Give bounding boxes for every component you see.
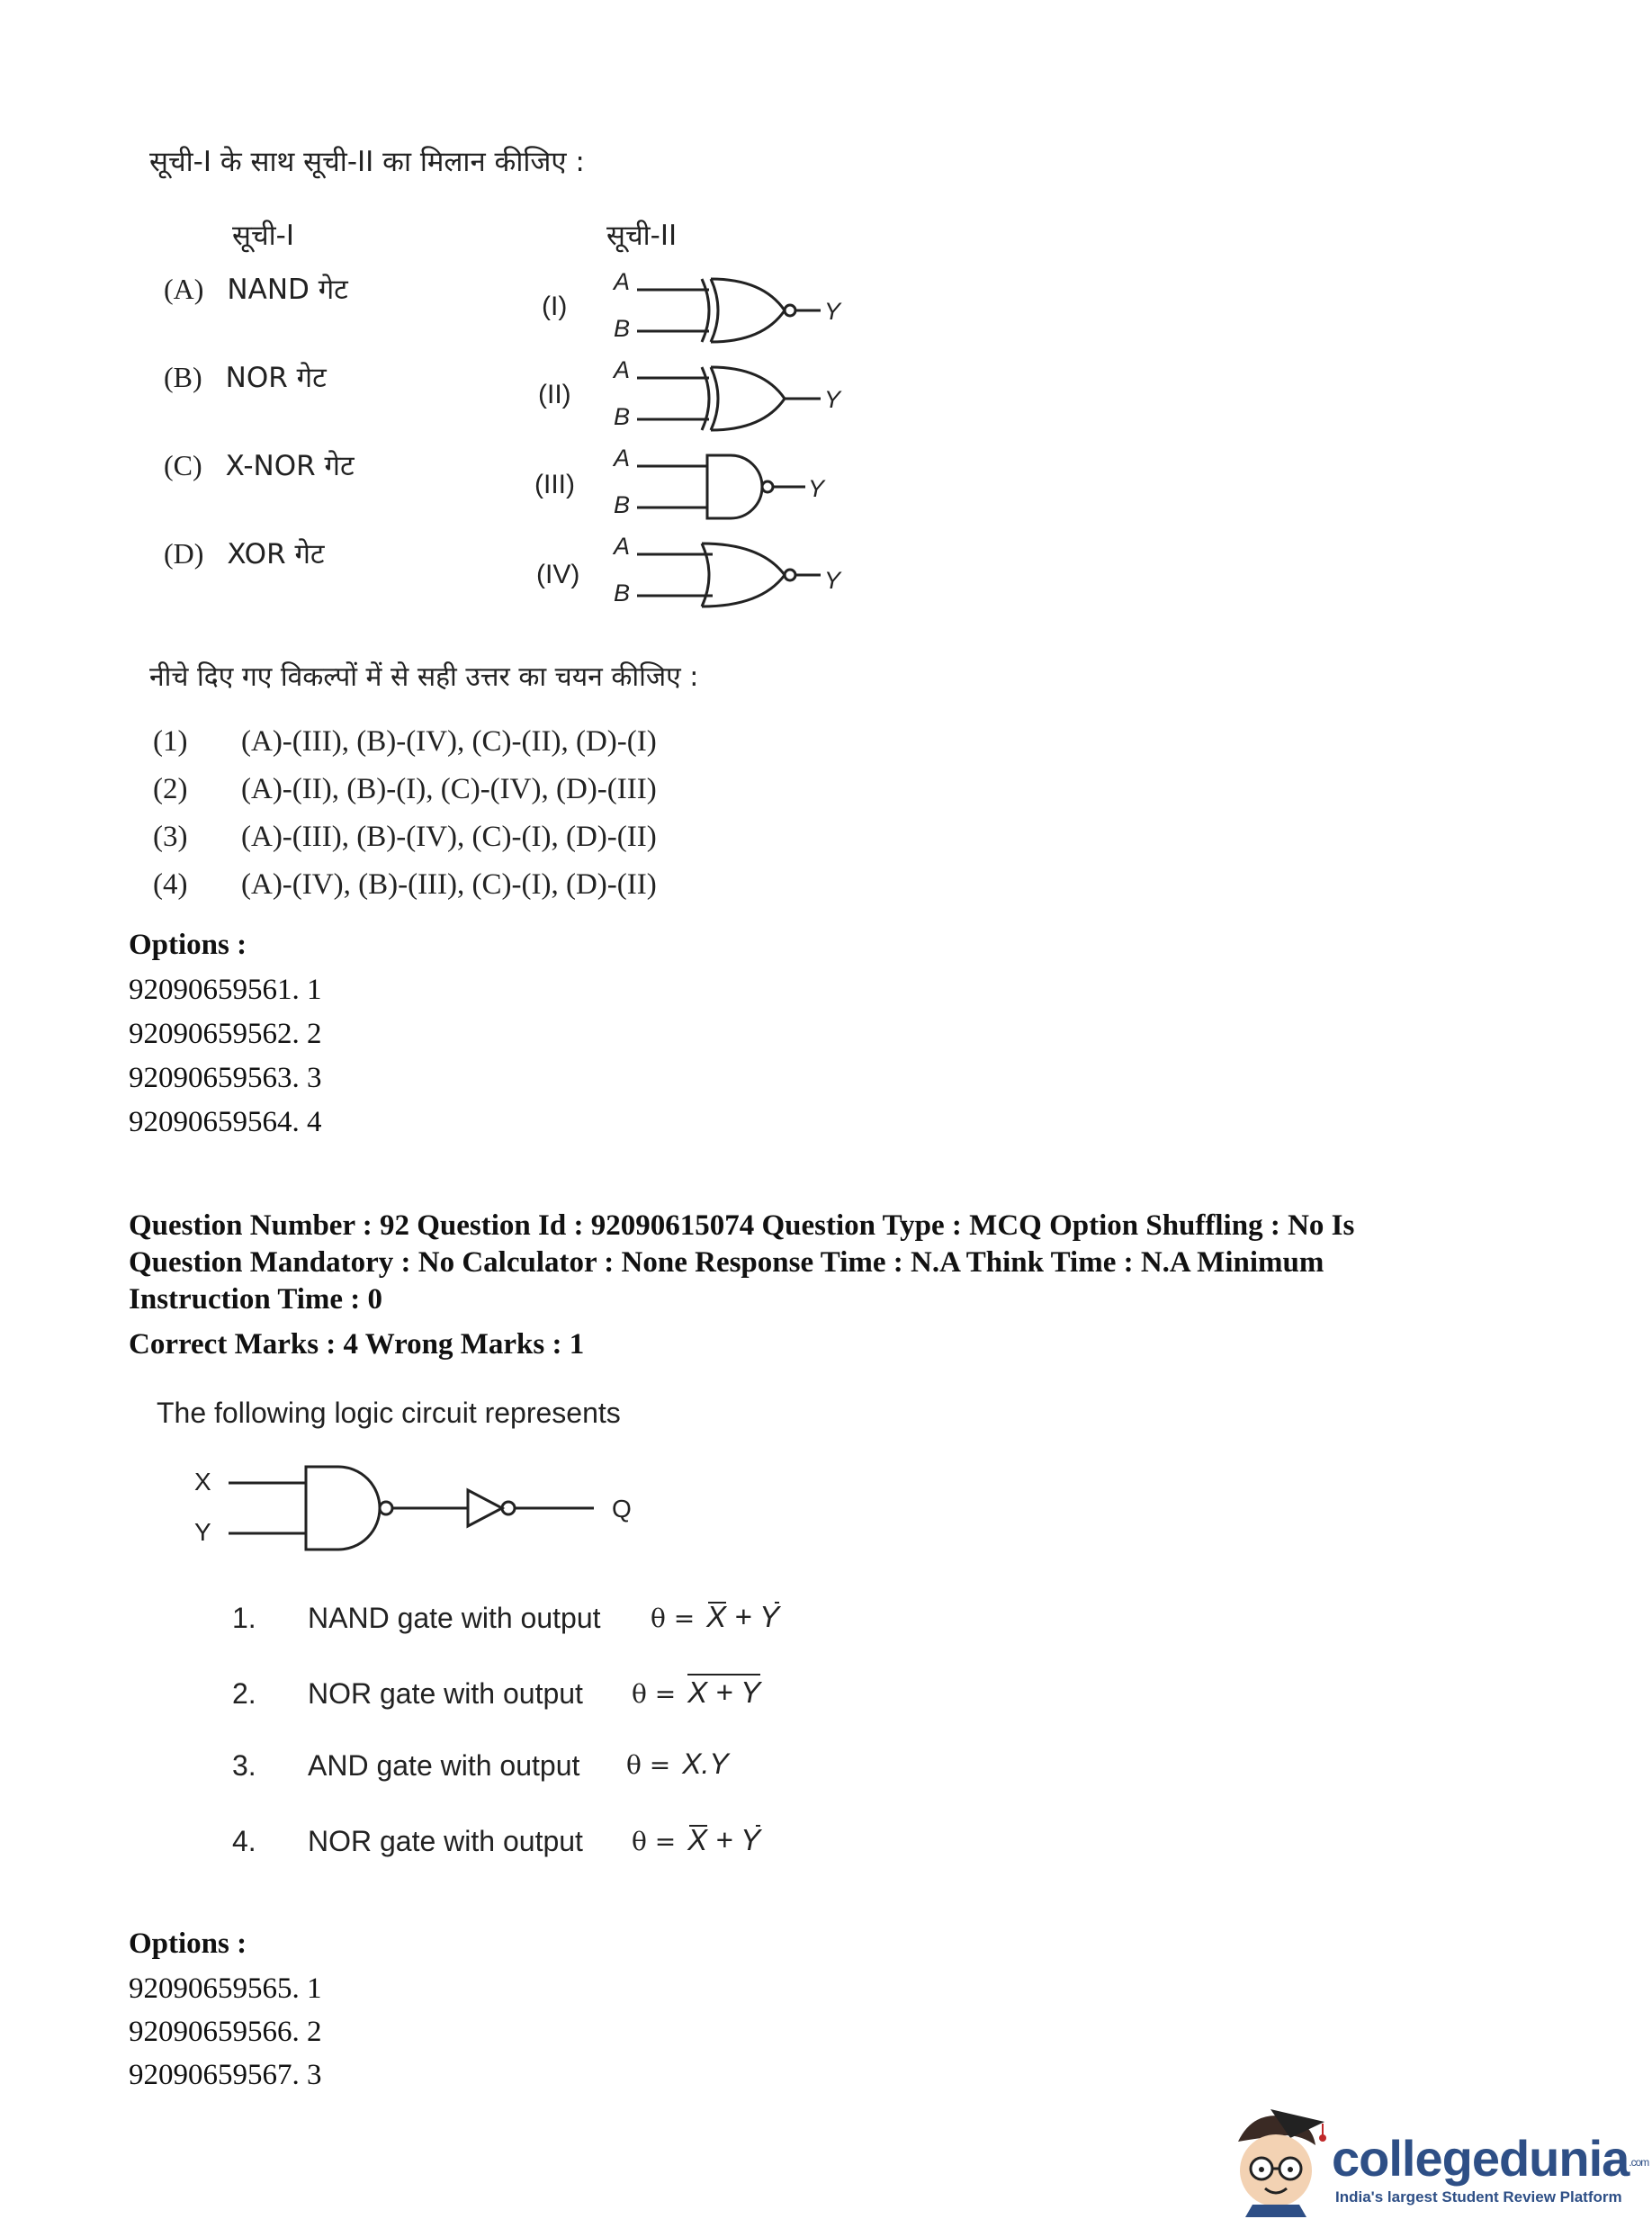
brand-name — [1332, 2129, 1648, 2188]
gate-input-b: B — [614, 579, 631, 606]
gate-input-b: B — [614, 315, 631, 342]
q92-choice — [232, 1747, 729, 1783]
list2-gates — [531, 261, 909, 621]
equation-lhs: θ = — [632, 1827, 677, 1856]
q91-choice-num: (4) — [153, 868, 188, 901]
q92-choice-equation — [651, 1600, 779, 1634]
option-item[interactable]: 92090659561. 1 — [129, 974, 322, 1006]
equation-rhs: X.Y — [682, 1747, 729, 1780]
q92-choice-text: NAND gate with output — [308, 1602, 601, 1634]
q91-choose-text: नीचे दिए गए विकल्पों में से सही उत्तर का चयन कीजिए : — [149, 661, 699, 693]
q92-options-list — [129, 1971, 322, 2094]
list2-label: (III) — [534, 470, 575, 499]
q92-choice — [232, 1823, 761, 1858]
and-gate-icon — [306, 1467, 380, 1550]
q92-choice-equation — [626, 1747, 729, 1781]
list1-text: NAND गेट — [227, 274, 348, 306]
option-item[interactable]: 92090659564. 4 — [129, 1106, 322, 1138]
q92-choice-text: NOR gate with output — [308, 1677, 583, 1710]
list1-label: (D) — [164, 537, 204, 570]
q91-choice-num: (1) — [153, 725, 188, 758]
q91-choice — [153, 773, 657, 806]
brand-tagline: India's largest Student Review Platform — [1335, 2188, 1622, 2206]
q92-choice-num: 2. — [232, 1677, 256, 1710]
list2-header: सूची-II — [606, 220, 678, 252]
equation-rhs: X + Y — [706, 1600, 780, 1633]
list1-header: सूची-I — [232, 220, 294, 252]
equation-rhs: X + Y — [687, 1675, 761, 1709]
q92-circuit-diagram — [189, 1458, 693, 1566]
q91-choice-num: (2) — [153, 773, 188, 805]
inversion-bubble-icon — [380, 1502, 392, 1514]
list2-label: (I) — [542, 292, 568, 321]
circuit-input-x: X — [194, 1468, 211, 1496]
option-item[interactable]: 92090659565. 1 — [129, 1972, 322, 2005]
q91-choice-text: (A)-(IV), (B)-(III), (C)-(I), (D)-(II) — [241, 868, 657, 901]
q92-meta-line: Question Number : 92 Question Id : 92090615074 Question Type : MCQ Option Shuffling : No Is — [129, 1209, 1355, 1242]
list1-item — [164, 446, 355, 484]
gate-output: Y — [824, 298, 841, 325]
q92-choice-text: NOR gate with output — [308, 1825, 583, 1857]
q92-choice-equation — [632, 1823, 760, 1857]
gate-input-b: B — [614, 491, 631, 518]
collegedunia-logo[interactable] — [1226, 2106, 1649, 2217]
list1-item — [164, 358, 327, 396]
gate-input-a: A — [614, 533, 631, 560]
q92-meta — [129, 1208, 1354, 1318]
q91-choice-num: (3) — [153, 821, 188, 853]
list1-label: (B) — [164, 361, 202, 393]
q92-meta-line: Question Mandatory : No Calculator : None Response Time : N.A Think Time : N.A Minimum — [129, 1246, 1324, 1279]
option-item[interactable]: 92090659562. 2 — [129, 1018, 322, 1050]
list1-label: (C) — [164, 449, 202, 481]
nor-gate-icon — [536, 533, 842, 606]
q91-options-list — [129, 972, 322, 1141]
xnor-gate-icon — [542, 268, 842, 342]
q92-choice-num: 4. — [232, 1825, 256, 1857]
q92-choice-text: AND gate with output — [308, 1749, 580, 1782]
nand-gate-icon — [534, 445, 826, 518]
list1-label: (A) — [164, 273, 204, 305]
q91-choice — [153, 725, 657, 759]
option-item[interactable]: 92090659563. 3 — [129, 1062, 322, 1094]
brand-name-text: collegedunia — [1332, 2130, 1630, 2187]
option-item[interactable]: 92090659566. 2 — [129, 2016, 322, 2048]
q92-marks: Correct Marks : 4 Wrong Marks : 1 — [129, 1328, 585, 1361]
q92-meta-line: Instruction Time : 0 — [129, 1283, 383, 1316]
mascot-icon — [1226, 2106, 1333, 2217]
brand-suffix: .com — [1629, 2156, 1649, 2170]
circuit-input-y: Y — [194, 1518, 211, 1546]
gate-input-a: A — [614, 268, 631, 295]
q91-instruction: सूची-I के साथ सूची-II का मिलान कीजिए : — [149, 146, 585, 178]
circuit-output-q: Q — [612, 1495, 632, 1523]
q92-choice-num: 3. — [232, 1749, 256, 1782]
list1-item — [164, 270, 348, 308]
q91-choice — [153, 821, 657, 854]
q91-options-heading: Options : — [129, 929, 247, 961]
gate-output: Y — [824, 386, 841, 413]
q92-choice-equation — [632, 1675, 760, 1710]
list2-label: (II) — [538, 380, 571, 409]
list1-text: XOR गेट — [227, 538, 325, 570]
option-item[interactable]: 92090659567. 3 — [129, 2059, 322, 2091]
list1-item — [164, 535, 325, 572]
gate-input-a: A — [614, 356, 631, 383]
q91-choice-text: (A)-(III), (B)-(IV), (C)-(I), (D)-(II) — [241, 821, 657, 853]
q91-choice-text: (A)-(III), (B)-(IV), (C)-(II), (D)-(I) — [241, 725, 657, 758]
q92-options-heading: Options : — [129, 1927, 247, 1960]
xor-gate-icon — [538, 356, 842, 430]
q92-choice-num: 1. — [232, 1602, 256, 1634]
list1-text: X-NOR गेट — [225, 450, 355, 482]
q91-choice-text: (A)-(II), (B)-(I), (C)-(IV), (D)-(III) — [241, 773, 657, 805]
gate-input-a: A — [614, 445, 631, 472]
list2-label: (IV) — [536, 560, 580, 589]
q92-choice — [232, 1600, 780, 1635]
list1-text: NOR गेट — [225, 362, 327, 394]
not-gate-icon — [468, 1490, 502, 1526]
q91-choice — [153, 868, 657, 902]
equation-lhs: θ = — [632, 1679, 677, 1709]
gate-input-b: B — [614, 403, 631, 430]
gate-output: Y — [824, 567, 841, 594]
q92-choice — [232, 1675, 761, 1711]
equation-rhs: X + Y — [687, 1823, 761, 1856]
q92-stem: The following logic circuit represents — [157, 1397, 621, 1429]
equation-lhs: θ = — [626, 1750, 671, 1780]
equation-lhs: θ = — [651, 1604, 696, 1633]
gate-output: Y — [808, 475, 825, 502]
